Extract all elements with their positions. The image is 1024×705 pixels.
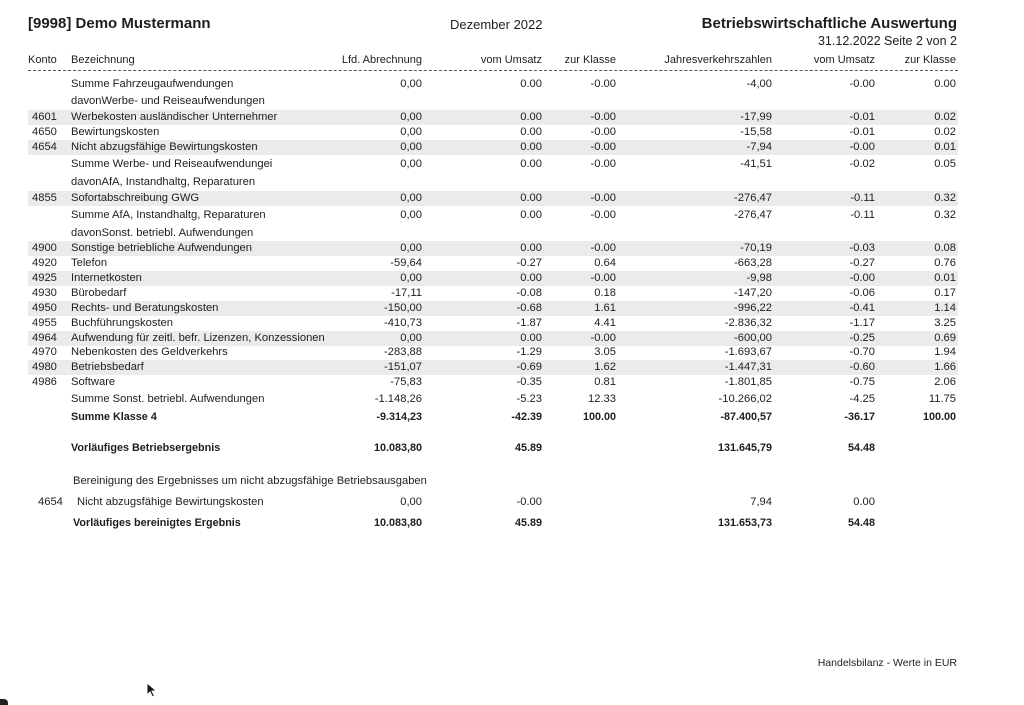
company-title: [9998] Demo Mustermann — [28, 15, 211, 32]
jahresverkehrszahlen-cell: -600,00 — [734, 332, 772, 344]
column-header-vom-umsatz: vom Umsatz — [480, 54, 542, 66]
jahresverkehrszahlen-cell: -1.801,85 — [724, 376, 772, 388]
vom-umsatz-jahr-cell: 54.48 — [847, 442, 875, 454]
table-row — [28, 441, 958, 456]
konto-cell: 4925 — [32, 272, 57, 284]
lfd-abrechnung-cell: 0,00 — [400, 111, 422, 123]
vom-umsatz-jahr-cell: -0.00 — [849, 141, 875, 153]
bezeichnung-cell: Nicht abzugsfähige Bewirtungskosten — [71, 141, 258, 153]
zur-klasse-jahr-cell: 0.01 — [934, 272, 956, 284]
lfd-abrechnung-cell: -9.314,23 — [376, 411, 422, 423]
zur-klasse-jahr-cell: 1.66 — [934, 361, 956, 373]
zur-klasse-cell: 3.05 — [594, 346, 616, 358]
vom-umsatz-cell: -0.69 — [516, 361, 542, 373]
column-header-vom-umsatz-jahr: vom Umsatz — [813, 54, 875, 66]
vom-umsatz-jahr-cell: -1.17 — [849, 317, 875, 329]
table-row — [28, 140, 958, 155]
zur-klasse-jahr-cell: 0.32 — [934, 209, 956, 221]
zur-klasse-cell: 0.18 — [594, 287, 616, 299]
lfd-abrechnung-cell: 0,00 — [400, 158, 422, 170]
jahresverkehrszahlen-cell: -9,98 — [746, 272, 772, 284]
konto-cell: 4964 — [32, 332, 57, 344]
column-header-konto: Konto — [28, 54, 57, 66]
zur-klasse-jahr-cell: 0.76 — [934, 257, 956, 269]
zur-klasse-cell: -0.00 — [590, 209, 616, 221]
zur-klasse-jahr-cell: 100.00 — [922, 411, 956, 423]
vom-umsatz-jahr-cell: -0.00 — [849, 78, 875, 90]
vom-umsatz-jahr-cell: -0.11 — [850, 192, 875, 204]
konto-cell: 4980 — [32, 361, 57, 373]
bezeichnung-cell: Summe Klasse 4 — [71, 411, 157, 423]
jahresverkehrszahlen-cell: -276,47 — [734, 192, 772, 204]
konto-cell: 4855 — [32, 192, 57, 204]
column-header-bezeichnung: Bezeichnung — [71, 54, 135, 66]
table-row — [28, 410, 958, 425]
konto-cell: 4950 — [32, 302, 57, 314]
konto-cell: 4650 — [32, 126, 57, 138]
zur-klasse-jahr-cell: 0.00 — [934, 78, 956, 90]
table-row — [28, 286, 958, 301]
vom-umsatz-cell: -5.23 — [516, 393, 542, 405]
bezeichnung-cell: Sofortabschreibung GWG — [71, 192, 200, 204]
vom-umsatz-cell: -0.68 — [516, 302, 542, 314]
jahresverkehrszahlen-cell: -663,28 — [734, 257, 772, 269]
vom-umsatz-jahr-cell: -0.11 — [850, 209, 875, 221]
zur-klasse-cell: -0.00 — [590, 141, 616, 153]
table-row — [28, 271, 958, 286]
vom-umsatz-cell: 45.89 — [514, 517, 542, 529]
vom-umsatz-jahr-cell: -0.25 — [849, 332, 875, 344]
column-header-jahresverkehrszahlen: Jahresverkehrszahlen — [664, 54, 772, 66]
vom-umsatz-jahr-cell: -0.01 — [849, 111, 875, 123]
bezeichnung-cell: Summe Sonst. betriebl. Aufwendungen — [71, 393, 265, 405]
zur-klasse-cell: 1.62 — [594, 361, 616, 373]
zur-klasse-cell: 1.61 — [594, 302, 616, 314]
vom-umsatz-jahr-cell: -0.02 — [849, 158, 875, 170]
lfd-abrechnung-cell: -75,83 — [390, 376, 422, 388]
zur-klasse-cell: 100.00 — [582, 411, 616, 423]
vom-umsatz-cell: -0.27 — [516, 257, 542, 269]
table-row — [28, 241, 958, 256]
zur-klasse-jahr-cell: 0.32 — [934, 192, 956, 204]
konto-cell: 4920 — [32, 257, 57, 269]
lfd-abrechnung-cell: 10.083,80 — [373, 517, 422, 529]
vom-umsatz-cell: -0.08 — [516, 287, 542, 299]
bezeichnung-cell: Summe Fahrzeugaufwendungen — [71, 78, 234, 90]
zur-klasse-cell: -0.00 — [590, 78, 616, 90]
vom-umsatz-cell: 0.00 — [520, 126, 542, 138]
bezeichnung-cell: Bereinigung des Ergebnisses um nicht abzugsfähige Betriebsausgaben — [73, 475, 427, 487]
vom-umsatz-cell: -0.00 — [516, 496, 542, 508]
vom-umsatz-jahr-cell: -0.41 — [849, 302, 875, 314]
konto-cell: 4601 — [32, 111, 57, 123]
vom-umsatz-cell: 0.00 — [520, 209, 542, 221]
zur-klasse-cell: 0.64 — [594, 257, 616, 269]
zur-klasse-cell: -0.00 — [590, 272, 616, 284]
vom-umsatz-cell: -42.39 — [511, 411, 542, 423]
vom-umsatz-jahr-cell: 0.00 — [853, 496, 875, 508]
zur-klasse-cell: -0.00 — [590, 242, 616, 254]
column-header-zur-klasse: zur Klasse — [564, 54, 616, 66]
report-title: Betriebswirtschaftliche Auswertung — [701, 15, 957, 32]
table-row — [28, 77, 958, 92]
jahresverkehrszahlen-cell: -17,99 — [740, 111, 772, 123]
bezeichnung-cell: Summe AfA, Instandhaltg, Reparaturen — [71, 209, 266, 221]
bezeichnung-cell: davonWerbe- und Reiseaufwendungen — [71, 95, 265, 107]
zur-klasse-cell: -0.00 — [590, 332, 616, 344]
konto-cell: 4955 — [32, 317, 57, 329]
jahresverkehrszahlen-cell: -276,47 — [734, 209, 772, 221]
bezeichnung-cell: davonAfA, Instandhaltg, Reparaturen — [71, 176, 256, 188]
lfd-abrechnung-cell: 0,00 — [400, 78, 422, 90]
vom-umsatz-cell: -1.87 — [516, 317, 542, 329]
zur-klasse-jahr-cell: 1.94 — [934, 346, 956, 358]
zur-klasse-jahr-cell: 0.08 — [934, 242, 956, 254]
table-row — [28, 301, 958, 316]
bezeichnung-cell: Internetkosten — [71, 272, 142, 284]
vom-umsatz-jahr-cell: -0.27 — [849, 257, 875, 269]
vom-umsatz-cell: 0.00 — [520, 332, 542, 344]
vom-umsatz-cell: 45.89 — [514, 442, 542, 454]
table-row — [28, 125, 958, 140]
bezeichnung-cell: Summe Werbe- und Reiseaufwendungei — [71, 158, 273, 170]
table-row — [28, 345, 958, 360]
konto-cell: 4654 — [38, 496, 63, 508]
bezeichnung-cell: davonSonst. betriebl. Aufwendungen — [71, 227, 254, 239]
table-row — [28, 474, 958, 489]
table-row — [28, 110, 958, 125]
table-row — [28, 157, 958, 172]
konto-cell: 4930 — [32, 287, 57, 299]
vom-umsatz-cell: 0.00 — [520, 192, 542, 204]
table-row — [28, 226, 958, 241]
zur-klasse-jahr-cell: 0.02 — [934, 126, 956, 138]
report-period: Dezember 2022 — [450, 17, 543, 32]
table-row — [28, 256, 958, 271]
bezeichnung-cell: Werbekosten ausländischer Unternehmer — [71, 111, 278, 123]
zur-klasse-jahr-cell: 0.17 — [934, 287, 956, 299]
bezeichnung-cell: Vorläufiges bereinigtes Ergebnis — [73, 517, 241, 529]
vom-umsatz-jahr-cell: 54.48 — [847, 517, 875, 529]
bezeichnung-cell: Buchführungskosten — [71, 317, 173, 329]
vom-umsatz-jahr-cell: -4.25 — [849, 393, 875, 405]
vom-umsatz-jahr-cell: -0.60 — [849, 361, 875, 373]
jahresverkehrszahlen-cell: -4,00 — [746, 78, 772, 90]
lfd-abrechnung-cell: 10.083,80 — [373, 442, 422, 454]
jahresverkehrszahlen-cell: -41,51 — [740, 158, 772, 170]
corner-mark — [0, 699, 8, 705]
konto-cell: 4654 — [32, 141, 57, 153]
jahresverkehrszahlen-cell: -147,20 — [734, 287, 772, 299]
jahresverkehrszahlen-cell: -996,22 — [734, 302, 772, 314]
zur-klasse-jahr-cell: 0.05 — [934, 158, 956, 170]
jahresverkehrszahlen-cell: 131.653,73 — [717, 517, 772, 529]
column-header-zur-klasse-jahr: zur Klasse — [904, 54, 956, 66]
lfd-abrechnung-cell: 0,00 — [400, 496, 422, 508]
column-header-lfd-abrechnung: Lfd. Abrechnung — [341, 54, 422, 66]
vom-umsatz-jahr-cell: -0.06 — [849, 287, 875, 299]
vom-umsatz-cell: 0.00 — [520, 158, 542, 170]
bezeichnung-cell: Betriebsbedarf — [71, 361, 144, 373]
zur-klasse-cell: -0.00 — [590, 192, 616, 204]
zur-klasse-cell: 12.33 — [588, 393, 616, 405]
vom-umsatz-jahr-cell: -0.75 — [849, 376, 875, 388]
table-row — [28, 208, 958, 223]
zur-klasse-jahr-cell: 0.69 — [934, 332, 956, 344]
bezeichnung-cell: Vorläufiges Betriebsergebnis — [71, 442, 221, 454]
table-row — [28, 316, 958, 331]
vom-umsatz-cell: 0.00 — [520, 242, 542, 254]
lfd-abrechnung-cell: 0,00 — [400, 141, 422, 153]
bezeichnung-cell: Bürobedarf — [71, 287, 127, 299]
vom-umsatz-jahr-cell: -0.70 — [849, 346, 875, 358]
table-row — [28, 375, 958, 390]
lfd-abrechnung-cell: 0,00 — [400, 126, 422, 138]
jahresverkehrszahlen-cell: -1.447,31 — [724, 361, 772, 373]
zur-klasse-cell: -0.00 — [590, 126, 616, 138]
lfd-abrechnung-cell: 0,00 — [400, 272, 422, 284]
zur-klasse-jahr-cell: 3.25 — [934, 317, 956, 329]
jahresverkehrszahlen-cell: -87.400,57 — [720, 411, 772, 423]
vom-umsatz-jahr-cell: -36.17 — [844, 411, 875, 423]
lfd-abrechnung-cell: -1.148,26 — [374, 393, 422, 405]
table-row — [28, 392, 958, 407]
zur-klasse-cell: 4.41 — [594, 317, 616, 329]
vom-umsatz-cell: -1.29 — [516, 346, 542, 358]
bezeichnung-cell: Telefon — [71, 257, 108, 269]
lfd-abrechnung-cell: -17,11 — [391, 287, 422, 299]
zur-klasse-cell: -0.00 — [590, 158, 616, 170]
vom-umsatz-cell: 0.00 — [520, 141, 542, 153]
lfd-abrechnung-cell: 0,00 — [400, 209, 422, 221]
footer-note: Handelsbilanz - Werte in EUR — [817, 657, 957, 669]
bezeichnung-cell: Aufwendung für zeitl. befr. Lizenzen, Konzessionen — [71, 332, 325, 344]
bezeichnung-cell: Bewirtungskosten — [71, 126, 160, 138]
zur-klasse-jahr-cell: 1.14 — [934, 302, 956, 314]
konto-cell: 4970 — [32, 346, 57, 358]
vom-umsatz-jahr-cell: -0.03 — [849, 242, 875, 254]
jahresverkehrszahlen-cell: -7,94 — [746, 141, 772, 153]
table-row — [28, 94, 958, 109]
zur-klasse-jahr-cell: 0.02 — [934, 111, 956, 123]
jahresverkehrszahlen-cell: -1.693,67 — [724, 346, 772, 358]
zur-klasse-jahr-cell: 11.75 — [928, 393, 956, 405]
jahresverkehrszahlen-cell: 131.645,79 — [717, 442, 772, 454]
konto-cell: 4986 — [32, 376, 57, 388]
zur-klasse-cell: -0.00 — [590, 111, 616, 123]
vom-umsatz-cell: 0.00 — [520, 272, 542, 284]
lfd-abrechnung-cell: -410,73 — [384, 317, 422, 329]
jahresverkehrszahlen-cell: 7,94 — [750, 496, 772, 508]
lfd-abrechnung-cell: -283,88 — [384, 346, 422, 358]
lfd-abrechnung-cell: 0,00 — [400, 242, 422, 254]
lfd-abrechnung-cell: 0,00 — [400, 192, 422, 204]
zur-klasse-cell: 0.81 — [594, 376, 616, 388]
konto-cell: 4900 — [32, 242, 57, 254]
table-row — [28, 191, 958, 206]
bezeichnung-cell: Rechts- und Beratungskosten — [71, 302, 219, 314]
vom-umsatz-jahr-cell: -0.01 — [849, 126, 875, 138]
jahresverkehrszahlen-cell: -2.836,32 — [724, 317, 772, 329]
jahresverkehrszahlen-cell: -70,19 — [740, 242, 772, 254]
bezeichnung-cell: Nebenkosten des Geldverkehrs — [71, 346, 228, 358]
vom-umsatz-cell: 0.00 — [520, 78, 542, 90]
date-and-page: 31.12.2022 Seite 2 von 2 — [817, 34, 957, 48]
mouse-pointer-icon — [146, 682, 160, 698]
vom-umsatz-jahr-cell: -0.00 — [849, 272, 875, 284]
table-row — [28, 175, 958, 190]
bezeichnung-cell: Nicht abzugsfähige Bewirtungskosten — [77, 496, 264, 508]
vom-umsatz-cell: 0.00 — [520, 111, 542, 123]
zur-klasse-jahr-cell: 2.06 — [934, 376, 956, 388]
lfd-abrechnung-cell: -151,07 — [384, 361, 422, 373]
table-row — [28, 516, 958, 531]
jahresverkehrszahlen-cell: -10.266,02 — [718, 393, 772, 405]
table-row — [28, 495, 958, 510]
lfd-abrechnung-cell: -59,64 — [390, 257, 422, 269]
bezeichnung-cell: Software — [71, 376, 116, 388]
zur-klasse-jahr-cell: 0.01 — [934, 141, 956, 153]
lfd-abrechnung-cell: 0,00 — [400, 332, 422, 344]
bezeichnung-cell: Sonstige betriebliche Aufwendungen — [71, 242, 252, 254]
jahresverkehrszahlen-cell: -15,58 — [740, 126, 772, 138]
vom-umsatz-cell: -0.35 — [516, 376, 542, 388]
table-row — [28, 331, 958, 346]
table-row — [28, 360, 958, 375]
lfd-abrechnung-cell: -150,00 — [384, 302, 422, 314]
